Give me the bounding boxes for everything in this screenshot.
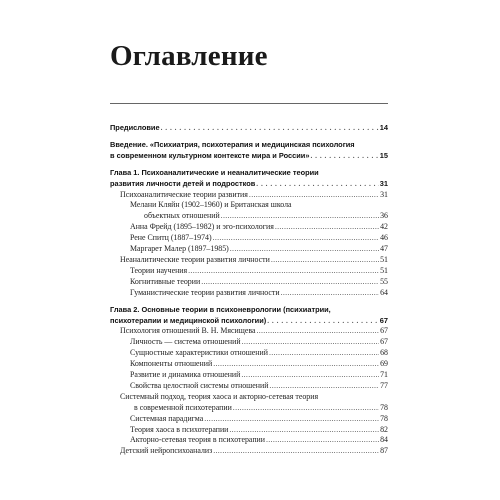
toc-entry-title: Введение. «Психиатрия, психотерапия и медицинская психология <box>110 139 355 149</box>
dot-leader <box>266 435 379 446</box>
toc-line <box>130 359 388 370</box>
dot-leader <box>233 403 379 414</box>
toc-section <box>110 446 388 457</box>
dot-leader <box>249 190 379 201</box>
toc-page-number: 77 <box>380 380 388 390</box>
toc-page-number: 78 <box>380 413 388 423</box>
toc-page-number: 67 <box>379 315 388 325</box>
toc-entry-title: Глава 1. Психоаналитические и неаналитические теории <box>110 167 319 177</box>
toc-page-number: 36 <box>380 211 388 221</box>
toc-subsection <box>110 277 388 288</box>
dot-leader <box>230 244 379 255</box>
toc-entry-title: Сущностные характеристики отношений <box>130 348 268 358</box>
dot-leader <box>267 316 379 327</box>
toc-section <box>110 255 388 266</box>
toc-line <box>130 288 388 299</box>
dot-leader <box>188 266 379 277</box>
toc-page-number: 68 <box>380 348 388 358</box>
toc-line <box>130 435 388 446</box>
toc-line <box>120 255 388 266</box>
toc-entry-title: Маргарет Малер (1897–1985) <box>130 244 229 254</box>
toc-line <box>130 266 388 277</box>
toc-page-number: 78 <box>380 402 388 412</box>
toc-line <box>120 190 388 201</box>
toc-line <box>110 151 388 162</box>
toc-page-number: 46 <box>380 233 388 243</box>
dot-leader <box>281 288 380 299</box>
dot-leader <box>271 255 379 266</box>
toc-chapter <box>110 305 388 327</box>
toc-subsection <box>110 435 388 446</box>
toc-subsection <box>110 266 388 277</box>
table-of-contents <box>110 123 388 457</box>
dot-leader <box>213 446 379 457</box>
toc-entry-title: Системная парадигма <box>130 413 204 423</box>
toc-page-number: 42 <box>380 222 388 232</box>
dot-leader <box>213 359 379 370</box>
dot-leader <box>269 348 379 359</box>
toc-line <box>130 211 388 222</box>
toc-page-number: 64 <box>380 287 388 297</box>
toc-section <box>110 392 388 414</box>
toc-subsection <box>110 222 388 233</box>
toc-subsection <box>110 233 388 244</box>
toc-line <box>120 392 388 403</box>
dot-leader <box>310 151 378 162</box>
toc-entry-title: Психоаналитические теории развития <box>120 189 248 199</box>
toc-entry-title: Рене Спитц (1887–1974) <box>130 233 212 243</box>
toc-subsection <box>110 200 388 222</box>
toc-entry-title: Предисловие <box>110 123 160 132</box>
toc-section <box>110 326 388 337</box>
toc-entry-title: Психология отношений В. Н. Мясищева <box>120 326 256 336</box>
dot-leader <box>201 277 379 288</box>
toc-entry-title: в современном культурном контексте мира и России» <box>110 150 310 160</box>
title-divider <box>110 103 388 104</box>
toc-page-number: 67 <box>380 326 388 336</box>
toc-line <box>120 403 388 414</box>
toc-chapter <box>110 123 388 134</box>
toc-entry-title: Свойства целостной системы отношений <box>130 380 269 390</box>
toc-subsection <box>110 244 388 255</box>
toc-chapter <box>110 140 388 162</box>
toc-page-number: 67 <box>380 337 388 347</box>
toc-line <box>130 222 388 233</box>
dot-leader <box>256 326 379 337</box>
toc-entry-title: объектных отношений <box>144 211 220 221</box>
toc-subsection <box>110 425 388 436</box>
toc-subsection <box>110 359 388 370</box>
toc-entry-title: Теория хаоса в психотерапии <box>130 424 229 434</box>
toc-line <box>130 244 388 255</box>
toc-entry-title: Системный подход, теория хаоса и акторно-сетевая теория <box>120 391 319 401</box>
toc-subsection <box>110 370 388 381</box>
toc-entry-title: Развитие и динамика отношений <box>130 370 241 380</box>
toc-page-number: 71 <box>380 370 388 380</box>
toc-page-number: 15 <box>379 150 388 160</box>
dot-leader <box>229 425 379 436</box>
toc-entry-title: Личность — система отношений <box>130 337 241 347</box>
toc-subsection <box>110 288 388 299</box>
toc-line <box>130 277 388 288</box>
toc-page-number: 55 <box>380 276 388 286</box>
toc-line <box>110 140 388 151</box>
dot-leader <box>221 211 379 222</box>
toc-subsection <box>110 381 388 392</box>
toc-line <box>110 168 388 179</box>
toc-line <box>130 414 388 425</box>
dot-leader <box>256 179 379 190</box>
toc-subsection <box>110 348 388 359</box>
toc-line <box>120 446 388 457</box>
toc-page-number: 51 <box>380 254 388 264</box>
toc-line <box>130 337 388 348</box>
toc-line <box>130 348 388 359</box>
toc-page-number: 51 <box>380 265 388 275</box>
toc-entry-title: Детский нейропсихоанализ <box>120 446 213 456</box>
toc-line <box>130 370 388 381</box>
toc-entry-title: Когнитивные теории <box>130 276 201 286</box>
toc-page-number: 87 <box>380 446 388 456</box>
dot-leader <box>241 370 379 381</box>
toc-line <box>110 316 388 327</box>
toc-line <box>130 425 388 436</box>
toc-line <box>130 200 388 211</box>
dot-leader <box>269 381 379 392</box>
toc-entry-title: Теории научения <box>130 265 188 275</box>
toc-subsection <box>110 414 388 425</box>
dot-leader <box>242 337 380 348</box>
dot-leader <box>213 233 380 244</box>
toc-entry-title: развития личности детей и подростков <box>110 178 256 188</box>
dot-leader <box>204 414 379 425</box>
toc-page-number: 69 <box>380 359 388 369</box>
dot-leader <box>275 222 379 233</box>
dot-leader <box>161 123 379 134</box>
toc-line <box>110 179 388 190</box>
toc-page-number: 84 <box>380 435 388 445</box>
toc-line <box>130 233 388 244</box>
toc-entry-title: Мелани Кляйн (1902–1960) и Британская школа <box>130 200 292 210</box>
toc-page-number: 14 <box>379 123 388 132</box>
toc-line <box>130 381 388 392</box>
toc-entry-title: Глава 2. Основные теории в психоневрологии (психиатрии, <box>110 304 331 314</box>
toc-section <box>110 190 388 201</box>
toc-subsection <box>110 337 388 348</box>
toc-entry-title: Акторно-сетевая теория в психотерапии <box>130 435 265 445</box>
page-title: Оглавление <box>110 40 268 72</box>
toc-chapter <box>110 168 388 190</box>
toc-line <box>120 326 388 337</box>
toc-line <box>110 123 388 134</box>
toc-entry-title: Анна Фрейд (1895–1982) и эго-психология <box>130 222 274 232</box>
toc-entry-title: в современной психотерапии <box>134 402 232 412</box>
toc-entry-title: Гуманистические теории развития личности <box>130 287 280 297</box>
toc-entry-title: Компоненты отношений <box>130 359 213 369</box>
toc-line <box>110 305 388 316</box>
toc-page-number: 31 <box>380 189 388 199</box>
toc-page-number: 31 <box>379 178 388 188</box>
toc-entry-title: Неаналитические теории развития личности <box>120 254 270 264</box>
toc-entry-title: психотерапии и медицинской психологии) <box>110 315 267 325</box>
toc-page-number: 82 <box>380 424 388 434</box>
toc-page-number: 47 <box>380 244 388 254</box>
